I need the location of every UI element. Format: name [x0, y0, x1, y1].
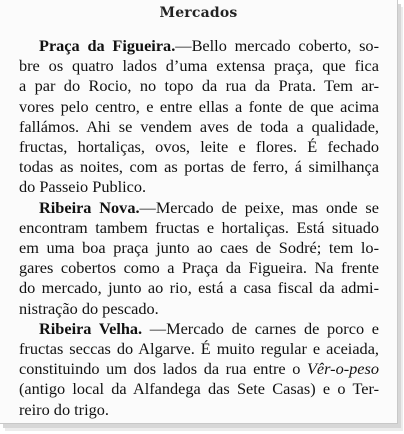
text-line: Praça da Figueira.—Bello mercado coberto, so- — [39, 36, 379, 55]
text-line: a par do Rocio, no topo da rua da Prata. Tem ar- — [19, 76, 379, 96]
text-line: encontram tambem fructas e hortaliças. Está situado — [19, 217, 379, 237]
text-line: vores pelo centro, e entre ellas a fonte de que acima — [19, 96, 379, 116]
text-line: constituindo um dos lados da rua entre o Vêr-o-peso — [19, 359, 379, 379]
text-line: Ribeira Velha. —Mercado de carnes de porco e — [39, 318, 379, 338]
paragraph-praca-da-figueira — [19, 36, 379, 198]
text-line: do Passeio Publico. — [19, 177, 147, 197]
paragraph-ribeira-velha — [19, 319, 379, 420]
text-line: fructas, hortaliças, ovos, leite e flores. É fechado — [19, 137, 379, 157]
entry-heading: Ribeira Nova. — [39, 197, 140, 217]
paragraph-ribeira-nova — [19, 198, 379, 319]
text-line: nistração do pescado. — [19, 298, 159, 318]
entry-heading: Praça da Figueira. — [39, 36, 176, 55]
italic-place-name: Vêr-o-peso — [306, 359, 379, 379]
text-line: fructas seccas do Algarve. É muito regular e aceiada, — [19, 339, 379, 359]
text-line: Ribeira Nova.—Mercado de peixe, mas onde se — [39, 197, 379, 217]
page-heading: Mercados — [159, 5, 238, 21]
text-line: reiro do trigo. — [19, 399, 109, 419]
entry-heading: Ribeira Velha. — [39, 318, 143, 338]
body-text — [19, 36, 379, 420]
text-line: (antigo local da Alfandega das Sete Casas) e o Ter- — [19, 379, 379, 399]
text-line: do mercado, junto ao rio, está a casa fiscal da admi- — [19, 278, 379, 298]
text-line: todas as noites, com as portas de ferro, á similhança — [19, 157, 379, 177]
text-line: fallámos. Ahi se vendem aves de toda a qualidade, — [19, 116, 379, 136]
text-line: gares cobertos como a Praça da Figueira. Na frente — [19, 258, 379, 278]
text-line: bre os quatro lados d’uma extensa praça, que fica — [19, 56, 379, 76]
text-line: em uma boa praça junto ao caes de Sodré; tem lo- — [19, 238, 379, 258]
